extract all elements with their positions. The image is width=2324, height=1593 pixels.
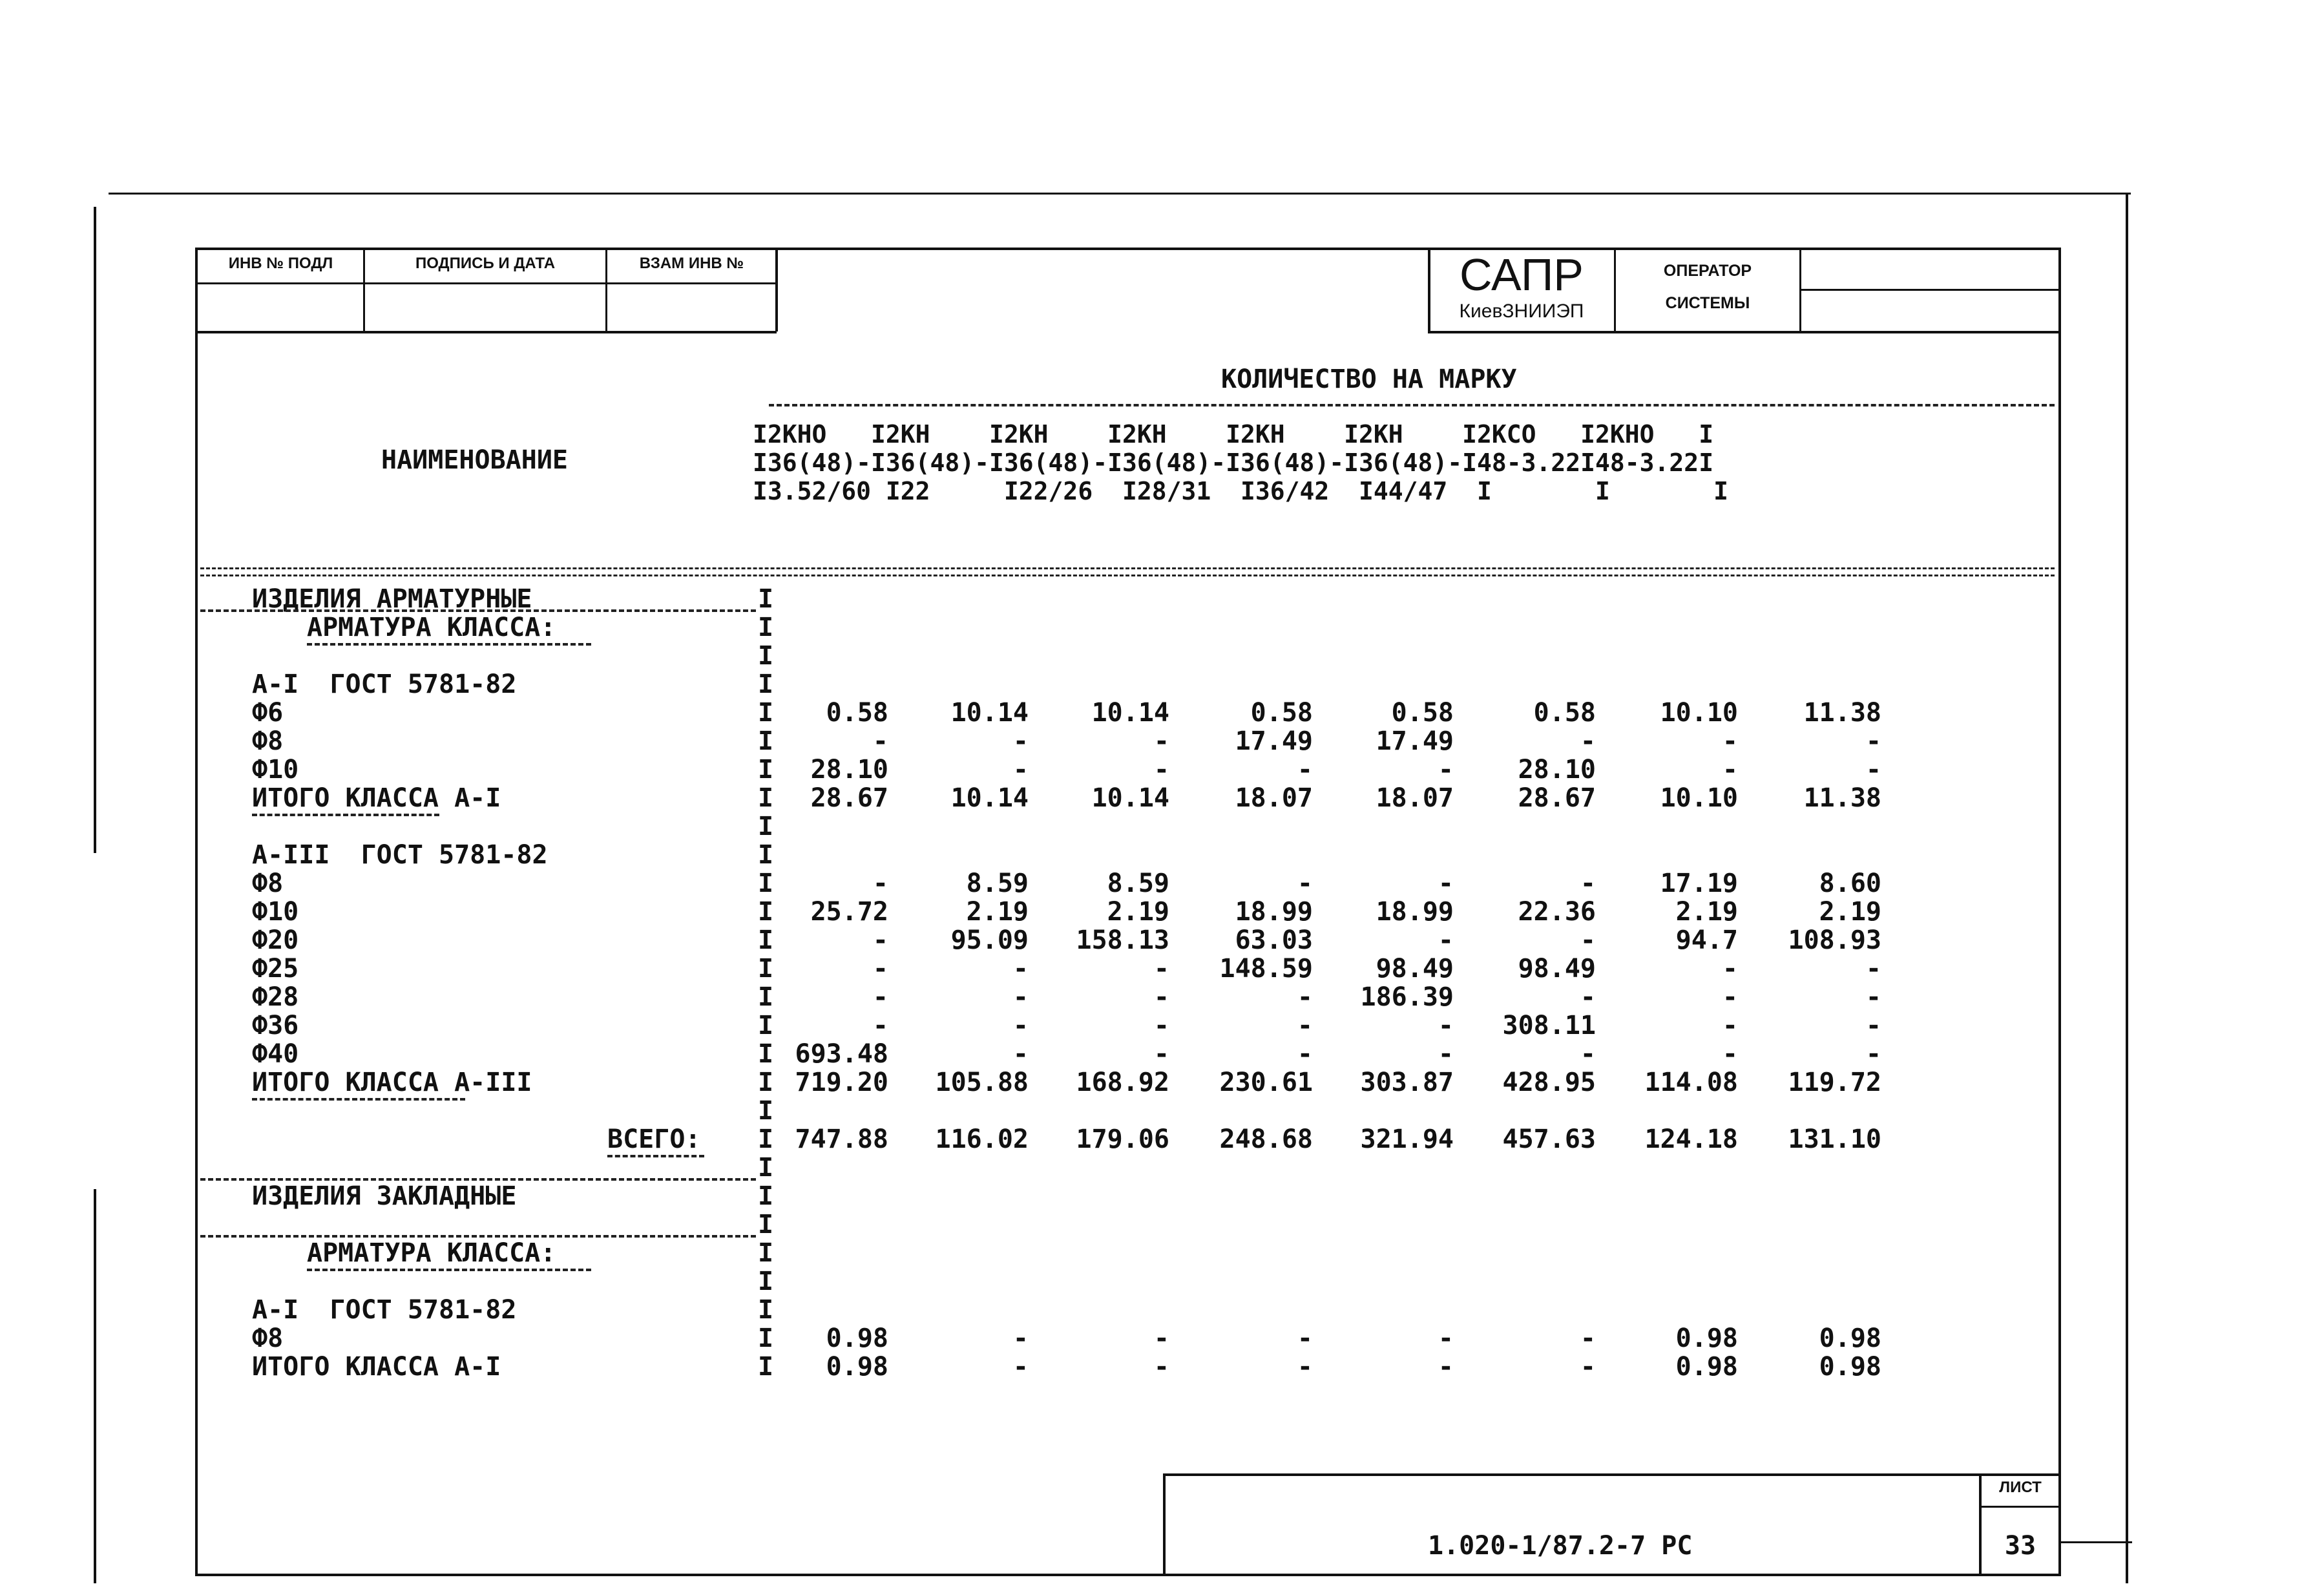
column-separator: I <box>757 1267 774 1296</box>
row-label: ИТОГО КЛАССА А-I <box>252 783 501 813</box>
table-cell: - <box>872 925 888 955</box>
table-cell: - <box>1012 954 1029 984</box>
table-cell: 0.98 <box>1675 1324 1738 1353</box>
row-label: Ф8 <box>252 869 284 898</box>
table-cell: - <box>1297 755 1313 785</box>
table-cell: - <box>872 982 888 1012</box>
row-label: Ф6 <box>252 698 284 728</box>
label-underline <box>252 814 439 816</box>
table-cell: 18.99 <box>1376 897 1454 927</box>
table-cell: - <box>872 869 888 898</box>
table-cell: 28.67 <box>810 783 888 813</box>
quantity-header: КОЛИЧЕСТВО НА МАРКУ <box>1221 364 1517 394</box>
table-cell: 2.19 <box>966 897 1029 927</box>
stamp-podpis-data: ПОДПИСЬ И ДАТА <box>415 255 556 272</box>
label-underline <box>307 643 591 646</box>
table-cell: - <box>1722 982 1738 1012</box>
column-separator: I <box>757 1210 774 1240</box>
table-cell: - <box>1012 726 1029 756</box>
stamp-right-col-1 <box>1428 248 1430 332</box>
row-label: Ф8 <box>252 726 284 756</box>
table-cell: 28.10 <box>810 755 888 785</box>
table-cell: 8.59 <box>1107 869 1169 898</box>
table-cell: - <box>1865 726 1881 756</box>
table-cell: - <box>1012 1011 1029 1040</box>
table-cell: 693.48 <box>795 1039 888 1069</box>
table-cell: - <box>1865 755 1881 785</box>
column-separator: I <box>757 670 774 699</box>
header-dash-line <box>769 404 2055 406</box>
row-label: Ф20 <box>252 925 299 955</box>
table-cell: 428.95 <box>1502 1068 1596 1097</box>
table-cell: - <box>1580 869 1596 898</box>
stamp-operator-line2: СИСТЕМЫ <box>1665 294 1750 312</box>
stamp-col-3 <box>775 248 778 332</box>
table-cell: 0.98 <box>1675 1352 1738 1382</box>
row-label: Ф40 <box>252 1039 299 1069</box>
table-cell: - <box>1438 1352 1454 1382</box>
column-separator: I <box>757 925 774 955</box>
table-cell: 105.88 <box>935 1068 1029 1097</box>
column-separator: I <box>757 1238 774 1268</box>
table-cell: 179.06 <box>1076 1124 1169 1154</box>
table-cell: 22.36 <box>1518 897 1596 927</box>
table-cell: 18.99 <box>1235 897 1313 927</box>
table-cell: - <box>1153 1324 1169 1353</box>
name-column-header: НАИМЕНОВАНИЕ <box>381 445 568 475</box>
header-double-rule <box>200 567 2055 576</box>
column-separator: I <box>757 954 774 984</box>
table-cell: - <box>1153 1039 1169 1069</box>
title-block-top <box>1163 1473 2061 1476</box>
table-cell: - <box>1438 755 1454 785</box>
table-cell: 2.19 <box>1675 897 1738 927</box>
table-cell: - <box>1438 1011 1454 1040</box>
column-separator: I <box>757 755 774 785</box>
table-cell: 94.7 <box>1675 925 1738 955</box>
row-label: А-III ГОСТ 5781-82 <box>252 840 548 870</box>
row-label: Ф8 <box>252 1324 284 1353</box>
stamp-operator-line1: ОПЕРАТОР <box>1663 262 1752 280</box>
column-separator: I <box>757 1124 774 1154</box>
table-cell: - <box>1153 1011 1169 1040</box>
column-separator: I <box>757 840 774 870</box>
stamp-left-divider <box>195 282 777 284</box>
table-cell: - <box>1438 925 1454 955</box>
table-cell: - <box>1722 1011 1738 1040</box>
column-separator: I <box>757 1011 774 1040</box>
table-cell: 719.20 <box>795 1068 888 1097</box>
table-cell: - <box>1580 1352 1596 1382</box>
table-cell: - <box>872 726 888 756</box>
table-cell: 108.93 <box>1788 925 1881 955</box>
column-separator: I <box>757 613 774 642</box>
table-cell: 321.94 <box>1360 1124 1454 1154</box>
table-cell: - <box>872 1011 888 1040</box>
column-separator: I <box>757 982 774 1012</box>
table-cell: 18.07 <box>1376 783 1454 813</box>
stamp-left-bottom <box>195 331 777 333</box>
table-cell: 0.98 <box>1819 1352 1881 1382</box>
stamp-vzam-inv: ВЗАМ ИНВ № <box>639 255 744 272</box>
marks-line-2: I36(48)-I36(48)-I36(48)-I36(48)-I36(48)-I36(48)-I48-3.22I48-3.22I <box>753 448 1714 477</box>
table-cell: 98.49 <box>1518 954 1596 984</box>
stamp-col-2 <box>605 248 607 332</box>
table-cell: 457.63 <box>1502 1124 1596 1154</box>
row-label: Ф10 <box>252 755 299 785</box>
table-cell: - <box>1580 1039 1596 1069</box>
table-cell: 131.10 <box>1788 1124 1881 1154</box>
table-cell: 25.72 <box>810 897 888 927</box>
column-separator: I <box>757 783 774 813</box>
stamp-sapr: САПР <box>1460 249 1584 300</box>
table-cell: 98.49 <box>1376 954 1454 984</box>
table-cell: - <box>1297 1011 1313 1040</box>
table-cell: - <box>1153 726 1169 756</box>
table-cell: 17.49 <box>1235 726 1313 756</box>
table-cell: - <box>1438 1324 1454 1353</box>
table-cell: 0.98 <box>1819 1324 1881 1353</box>
table-cell: - <box>1297 1039 1313 1069</box>
row-label: Ф10 <box>252 897 299 927</box>
table-cell: 114.08 <box>1644 1068 1738 1097</box>
label-underline <box>252 1098 465 1101</box>
sheet-box-divider <box>1979 1506 2061 1508</box>
table-cell: 0.58 <box>1391 698 1454 728</box>
table-cell: - <box>1865 1039 1881 1069</box>
table-cell: 10.14 <box>950 783 1029 813</box>
table-cell: - <box>1153 755 1169 785</box>
column-separator: I <box>757 1153 774 1183</box>
row-label: ИТОГО КЛАССА А-I <box>252 1352 501 1382</box>
table-cell: - <box>1297 869 1313 898</box>
table-cell: 17.19 <box>1660 869 1738 898</box>
table-cell: 10.10 <box>1660 783 1738 813</box>
table-cell: - <box>1012 755 1029 785</box>
table-cell: 148.59 <box>1219 954 1313 984</box>
outer-frame-left <box>94 207 96 853</box>
column-separator: I <box>757 698 774 728</box>
table-cell: 116.02 <box>935 1124 1029 1154</box>
document-code: 1.020-1/87.2-7 РС <box>1428 1531 1693 1561</box>
table-cell: 119.72 <box>1788 1068 1881 1097</box>
table-cell: 10.14 <box>1091 698 1169 728</box>
table-cell: 0.98 <box>826 1324 888 1353</box>
column-separator: I <box>757 869 774 898</box>
table-cell: 10.14 <box>1091 783 1169 813</box>
column-separator: I <box>757 1324 774 1353</box>
table-cell: 63.03 <box>1235 925 1313 955</box>
frame-bottom <box>195 1574 2061 1576</box>
row-label: ИТОГО КЛАССА А-III <box>252 1068 532 1097</box>
row-label: А-I ГОСТ 5781-82 <box>252 1295 517 1325</box>
table-cell: 0.98 <box>826 1352 888 1382</box>
table-cell: 18.07 <box>1235 783 1313 813</box>
column-separator: I <box>757 897 774 927</box>
table-cell: 8.59 <box>966 869 1029 898</box>
column-separator: I <box>757 1096 774 1126</box>
outer-frame-left-lower <box>94 1189 96 1583</box>
row-label: АРМАТУРА КЛАССА: <box>307 613 556 642</box>
table-cell: - <box>1153 1352 1169 1382</box>
marks-line-1: I2КНО I2КН I2КН I2КН I2КН I2КН I2КСО I2КНО I <box>753 420 1714 448</box>
table-cell: - <box>1438 869 1454 898</box>
table-cell: 0.58 <box>1533 698 1596 728</box>
table-cell: 10.14 <box>950 698 1029 728</box>
row-label: ИЗДЕЛИЯ АРМАТУРНЫЕ <box>252 584 532 614</box>
frame-left <box>195 248 198 1576</box>
table-cell: 28.10 <box>1518 755 1596 785</box>
table-cell: - <box>1722 726 1738 756</box>
table-cell: - <box>1012 1039 1029 1069</box>
table-cell: 186.39 <box>1360 982 1454 1012</box>
table-cell: 303.87 <box>1360 1068 1454 1097</box>
column-separator: I <box>757 726 774 756</box>
stamp-right-divider <box>1799 289 2061 291</box>
row-label: ВСЕГО: <box>607 1124 701 1154</box>
table-cell: 124.18 <box>1644 1124 1738 1154</box>
table-cell: - <box>872 954 888 984</box>
row-label: ИЗДЕЛИЯ ЗАКЛАДНЫЕ <box>252 1181 517 1211</box>
outer-frame-top <box>109 193 2131 195</box>
table-cell: - <box>1865 1011 1881 1040</box>
table-cell: - <box>1865 954 1881 984</box>
table-cell: - <box>1012 1324 1029 1353</box>
table-cell: - <box>1297 982 1313 1012</box>
table-cell: - <box>1580 726 1596 756</box>
stamp-org: КиевЗНИИЭП <box>1459 301 1584 322</box>
row-label: Ф36 <box>252 1011 299 1040</box>
table-cell: 168.92 <box>1076 1068 1169 1097</box>
table-cell: - <box>1722 755 1738 785</box>
table-cell: - <box>1012 1352 1029 1382</box>
row-label: Ф28 <box>252 982 299 1012</box>
column-separator: I <box>757 641 774 671</box>
column-separator: I <box>757 1068 774 1097</box>
stamp-inv-podl: ИНВ № ПОДЛ <box>228 255 333 272</box>
table-cell: 17.49 <box>1376 726 1454 756</box>
table-cell: - <box>1580 982 1596 1012</box>
sheet-label: ЛИСТ <box>1999 1479 2042 1496</box>
table-cell: - <box>1153 954 1169 984</box>
column-separator: I <box>757 1181 774 1211</box>
column-separator: I <box>757 584 774 614</box>
stamp-right-bottom <box>1428 331 2061 333</box>
label-underline <box>307 1269 591 1271</box>
column-separator: I <box>757 1039 774 1069</box>
section-dash-line <box>200 1178 756 1181</box>
table-cell: - <box>1580 925 1596 955</box>
table-cell: 308.11 <box>1502 1011 1596 1040</box>
table-cell: 158.13 <box>1076 925 1169 955</box>
row-label: А-I ГОСТ 5781-82 <box>252 670 517 699</box>
table-cell: 11.38 <box>1803 783 1881 813</box>
section-dash-line <box>200 609 756 612</box>
frame-right <box>2058 248 2061 1576</box>
column-separator: I <box>757 1295 774 1325</box>
table-cell: - <box>1297 1324 1313 1353</box>
table-cell: 95.09 <box>950 925 1029 955</box>
table-cell: 11.38 <box>1803 698 1881 728</box>
section-dash-line <box>200 1235 756 1238</box>
table-cell: 747.88 <box>795 1124 888 1154</box>
table-cell: 10.10 <box>1660 698 1738 728</box>
label-underline <box>607 1155 704 1157</box>
column-separator: I <box>757 1352 774 1382</box>
stamp-right-col-2 <box>1614 248 1616 332</box>
title-block-left <box>1163 1473 1166 1576</box>
table-cell: 248.68 <box>1219 1124 1313 1154</box>
table-cell: - <box>1722 954 1738 984</box>
stamp-col-1 <box>363 248 365 332</box>
table-cell: 0.58 <box>826 698 888 728</box>
table-cell: - <box>1580 1324 1596 1353</box>
row-label: АРМАТУРА КЛАССА: <box>307 1238 556 1268</box>
sheet-box-ext <box>2061 1541 2132 1543</box>
table-cell: 230.61 <box>1219 1068 1313 1097</box>
table-cell: - <box>1438 1039 1454 1069</box>
sheet-number: 33 <box>2004 1531 2036 1561</box>
table-cell: - <box>1153 982 1169 1012</box>
outer-frame-right <box>2126 194 2128 1583</box>
table-cell: 0.58 <box>1250 698 1313 728</box>
column-separator: I <box>757 812 774 841</box>
table-cell: - <box>1722 1039 1738 1069</box>
table-cell: 2.19 <box>1819 897 1881 927</box>
table-cell: 8.60 <box>1819 869 1881 898</box>
frame-top <box>195 248 2061 250</box>
marks-line-3: I3.52/60 I22 I22/26 I28/31 I36/42 I44/47 I I I <box>753 477 1728 505</box>
row-label: Ф25 <box>252 954 299 984</box>
table-cell: - <box>1865 982 1881 1012</box>
table-cell: - <box>1012 982 1029 1012</box>
table-cell: 28.67 <box>1518 783 1596 813</box>
table-cell: - <box>1297 1352 1313 1382</box>
table-cell: 2.19 <box>1107 897 1169 927</box>
